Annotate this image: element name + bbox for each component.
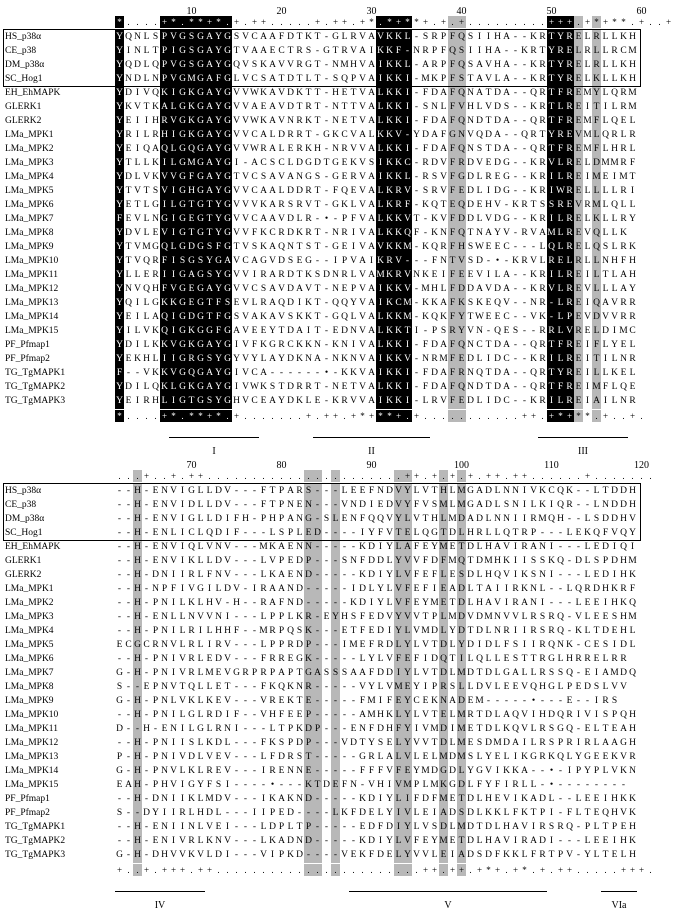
alignment-row: SC_Hog1 - - H - E N L I C L Q D I F - - - L S P L E D - - - - I Y F V T E L Q G T D L H R L L Q T R P - - - L E K Q F V Q Y <box>0 526 653 541</box>
sequence-name: LMa_MPK14 <box>5 310 58 325</box>
sequence-name: TG_TgMAPK1 <box>5 366 65 381</box>
alignment-row: LMa_MPK8 S - - E P N V T Q L L E T - - - F K Q K N R - - - - - V Y L V M E Y I P R S L L D V L E E V Q H G L P E D S L V V <box>0 680 653 695</box>
region-underline <box>601 891 637 892</box>
alignment-row: PF_Pfmap2 Y E K H L I I G R G S Y G Y V Y L A Y D K N A - N K N V A I K K V - N R M F E D L I D C - - K R I L R E I T I L N R <box>0 352 653 367</box>
alignment-row: EH_EhMAPK - - H - E N V I Q L V N V - - - M K A E N N - - - - - K D I Y L A F E Y M E T D L H A V I R A N I - - - L E D I Q I <box>0 540 653 555</box>
sequence-name: LMa_MPK2 <box>5 142 54 157</box>
alignment-row: LMa_MPK6 Y E T L G I L G T G T Y G V V V K A R S R V T - G K L V A L K R F - K Q T E Q D E H V - K R T S S R E V R M L Q L L <box>0 198 653 213</box>
sequence-name: LMa_MPK8 <box>5 680 54 695</box>
sequence-name: LMa_MPK8 <box>5 226 54 241</box>
alignment-row: LMa_MPK14 Y E I L A Q I G D G T F G S V A K A V S K K T - G Q L V A L K K M - K Q K F Y T W E E C - - V K - L P E V D V V R R <box>0 310 653 325</box>
region-label: II <box>368 446 375 457</box>
alignment-row: LMa_MPK14 G - H - P N V L K L R E V - - - I R E N N E - - - - - F F F V F E Y M D G D L Y G V I K K A - - • - I P Y P L V K N <box>0 764 653 779</box>
alignment-row: CE_p38 - - H - E N V I D L L D V - - - F T P N E N - - - V N D I E D V Y F V S M L M G A D L S N I L K I Q R - - L N D D H <box>0 498 653 513</box>
region-label: III <box>578 446 588 457</box>
sequence-name: TG_TgMAPK1 <box>5 820 65 835</box>
alignment-row: LMa_MPK4 - - H - P N I L R I L H H F - - M R P Q S K - - - E T F E D I Y L V M D L Y D T D L N R I I R S R Q - K L T D E H L <box>0 624 653 639</box>
sequence-name: LMa_MPK10 <box>5 708 58 723</box>
region-underline <box>538 437 628 438</box>
alignment-row: GLERK2 - - H - D N I I R L F N V - - - L K A E N D - - - - - K D I Y L V F E F L E S D L H Q V I K S N I - - - L E D I H K <box>0 568 653 583</box>
alignment-row: TG_TgMAPK2 Y D I L Q K L G K G A Y G I V W K S T D R R T - N E T V A L K K I - F D A F Q N D T D A - - Q R T F R E I M F L Q E <box>0 380 653 395</box>
ruler-tick: 120 <box>634 460 649 471</box>
sequence-name: TG_TgMAPK3 <box>5 394 65 409</box>
sequence-name: LMa_MPK1 <box>5 582 54 597</box>
sequence-name: PF_Pfmap1 <box>5 338 50 353</box>
sequence-name: LMa_MPK14 <box>5 764 58 779</box>
sequence-name: LMa_MPK6 <box>5 652 54 667</box>
sequence-name: LMa_MPK15 <box>5 778 58 793</box>
sequence-name: LMa_MPK7 <box>5 212 54 227</box>
sequence-name: LMa_MPK9 <box>5 694 54 709</box>
sequence-name: LMa_MPK6 <box>5 198 54 213</box>
alignment-row: SC_Hog1 Y N D L N P V G M G A F G L V C S A T D T L T - S Q P V A I K K I - M K P F S T A V L A - - K R T Y R E L K L L K H <box>0 72 653 87</box>
sequence-name: GLERK1 <box>5 100 41 115</box>
alignment-row: HS_p38α - - H - E N V I G L L D V - - - F T P A R S - - - L E E F N D V Y L V T H L M G A D L N N I V K C Q K - - L T D D H <box>0 484 653 499</box>
alignment-row: LMa_MPK13 P - H - P N I V D L V E V - - - L F D R S T - - - - - G R L A L V L E L M D M S L Y E L I K G R K Q L Y G E E K V R <box>0 750 653 765</box>
region-label: IV <box>155 900 166 911</box>
ruler-tick: 80 <box>277 460 287 471</box>
sequence-name: LMa_MPK4 <box>5 170 54 185</box>
sequence-name: CE_p38 <box>5 44 36 59</box>
sequence-name: SC_Hog1 <box>5 526 42 541</box>
region-underline <box>349 891 547 892</box>
sequence-name: LMa_MPK11 <box>5 722 58 737</box>
alignment-row: LMa_MPK5 E C G C R N V L R L I R V - - - L P P R D P - - - I M E F R D L Y L V T D L Y D I D L F S I I R Q N K - C E S I D L <box>0 638 653 653</box>
sequence-name: LMa_MPK1 <box>5 128 54 143</box>
alignment-row: DM_p38α - - H - E N V I G L L D I F H - P H P A N G - S L E N F Q Q V Y L V T H L M D A D L N N I I R M Q H - - L S D D H V <box>0 512 653 527</box>
alignment-row: GLERK2 Y E I I H R V G K G A Y G V V W K A V N R K T - N E T V A L K K I - F D A F Q N D T D A - - Q R T F R E M F L Q E L <box>0 114 653 129</box>
alignment-row: PF_Pfmap2 S - - D Y I I R L H D L - - - I I P E D - - - - L K F D E L Y I V L E I A D S D L K K L F K T P I - F L T E Q H V K <box>0 806 653 821</box>
alignment-row: TG_TgMAPK3 G - H - D H V V K V L D I - - - V I P K D - - - - V E K F D E L Y V V L E I A D S D F K K L F R T P V - Y L T E L H <box>0 848 653 863</box>
alignment-row: HS_p38α Y Q N L S P V G S G A Y G S V C A A F D T K T - G L R V A V K K L - S R P F Q S I I H A - - K R T Y R E L R L L K H <box>0 30 653 45</box>
sequence-name: EH_EhMAPK <box>5 86 60 101</box>
sequence-name: LMa_MPK10 <box>5 254 58 269</box>
alignment-row: LMa_MPK7 F E V L N G I G E G T Y G V V C A A V D L R - • - P F V A L K K V T - K V F D D L V D G - - K R I L R E L K L L R Y <box>0 212 653 227</box>
alignment-row: CE_p38 Y I N L T P I G S G A Y G T V A A E C T R S - G T R V A I K K F - N R P F Q S I I H A - - K R T Y R E L R L L R C M <box>0 44 653 59</box>
sequence-name: TG_TgMAPK2 <box>5 380 65 395</box>
sequence-name: LMa_MPK4 <box>5 624 54 639</box>
alignment-row: TG_TgMAPK3 Y E I R H L I G T G S Y G H V C E A Y D K L E - K R V V A I K K I - L R V F E D L I D C - - K R I L R E I A I L N R <box>0 394 653 409</box>
alignment-row: GLERK1 Y K V T K A L G K G A Y G V V A E A V D T R T - N T T V A L K K I - S N L F V H L V D S - - K R T L R E I T I L R M <box>0 100 653 115</box>
ruler-tick: 60 <box>637 6 647 17</box>
sequence-name: LMa_MPK3 <box>5 156 54 171</box>
alignment-row: LMa_MPK15 E A H - P H V I G Y F S I - - - - • - - - K T D E F N - V H I V M P L M K G D L F Y F I R L L - • - - - - - - - - <box>0 778 653 793</box>
alignment-row: LMa_MPK6 - - H - P N I V R L E D V - - - F R R E G K - - - - - L Y L V F E F I D Q T I L Q L L E S T T R G L H R R E L R R <box>0 652 653 667</box>
region-label: I <box>212 446 215 457</box>
sequence-name: LMa_MPK7 <box>5 666 54 681</box>
region-underline <box>169 437 259 438</box>
alignment-row: LMa_MPK4 Y D L V K V V G F G A Y G T V C S A V A N G S - G E R V A I K K L - R S V F G D L R E G - - K R I L R E I M E I M T <box>0 170 653 185</box>
alignment-row: LMa_MPK3 Y T L L K I L G M G A Y G I - A C S C L D G D T G E K V S I K K C - R D V F R D V E D G - - K R V L R E L D M M R F <box>0 156 653 171</box>
ruler-tick: 30 <box>367 6 377 17</box>
sequence-name: LMa_MPK12 <box>5 736 58 751</box>
sequence-name: PF_Pfmap2 <box>5 352 50 367</box>
sequence-name: LMa_MPK12 <box>5 282 58 297</box>
alignment-row: LMa_MPK9 G - H - P N L V K L K E V - - - V R E K T E - - - - - F M I F E Y C E K N A D E M - - - - - • - - - E - - I R S <box>0 694 653 709</box>
sequence-name: EH_EhMAPK <box>5 540 60 555</box>
sequence-name: DM_p38α <box>5 512 44 527</box>
alignment-row: LMa_MPK3 - - H - E N L L N V V N I - - - L P P L K R - E Y H S F E D V Y V V T P L M D V D M N V V L R S R Q - V L E E S H M <box>0 610 653 625</box>
sequence-name: TG_TgMAPK3 <box>5 848 65 863</box>
alignment-row: GLERK1 - - H - E N V I K L L D V - - - L V P E D P - - - S N F D D L Y V V F D F M Q T D M H K I I S S K Q - D L S P D H M <box>0 554 653 569</box>
sequence-name: HS_p38α <box>5 484 41 499</box>
alignment-row: LMa_MPK11 Y L L E R I I G A G S Y G V V I R A R D T K S D N R L V A M K R V N K E I F E E V I L A - - K R I L R E I L T L A H <box>0 268 653 283</box>
sequence-name: LMa_MPK15 <box>5 324 58 339</box>
ruler-tick: 40 <box>457 6 467 17</box>
ruler-tick: 50 <box>547 6 557 17</box>
ruler-tick: 70 <box>187 460 197 471</box>
alignment-row: LMa_MPK2 - - H - P N I L K L H V - H - - R A F N D - - - - - K D I Y L V F E Y M E T D L H A V I R A N I - - - L E E I H K Q <box>0 596 653 611</box>
region-underline <box>313 437 430 438</box>
alignment-row: TG_TgMAPK1 - - H - E N I I N L V E I - - - L D P L T P - - - - - E D F D I Y L V S D L M D T D L H A V I R S R Q - P L T P E H <box>0 820 653 835</box>
alignment-row: LMa_MPK10 - - H - P N I L G L R D I F - - V H F E E P - - - - - A M H K L Y L V T E L M R T D L A Q V I H D Q R I V I S P Q H <box>0 708 653 723</box>
alignment-row: DM_p38α Y Q D L Q P V G S G A Y G Q V S K A V V R G T - N M H V A I K K L - A R P F Q S A V H A - - K R T Y R E L R L L K H <box>0 58 653 73</box>
sequence-name: PF_Pfmap2 <box>5 806 50 821</box>
region-label: V <box>444 900 451 911</box>
alignment-row: LMa_MPK13 Y Q I L G K K G E G T F S E V L R A Q D I K T - Q Q Y V A I K C M - K K A F K S K E Q V - - N R - L R E I Q A V R R <box>0 296 653 311</box>
alignment-row: LMa_MPK5 Y T V T S V I G H G A Y G V V C A A L D D R T - F Q E V A L K R V - S R V F E D L I D G - - K R I W R E L L L L R I <box>0 184 653 199</box>
sequence-name: LMa_MPK2 <box>5 596 54 611</box>
alignment-row: LMa_MPK12 - - H - P N I I S L K D L - - - F K S P D P - - - V D T Y S E L Y V V T D L M E S D M D A I L R S P R I R L A A G H <box>0 736 653 751</box>
sequence-name: LMa_MPK13 <box>5 296 58 311</box>
sequence-name: TG_TgMAPK2 <box>5 834 65 849</box>
region-label: VIa <box>612 900 627 911</box>
alignment-row: EH_EhMAPK Y D I V Q K I G K G A Y G V V W K A V D K T T - H E T V A L K K I - F D A F Q N A T D A - - Q R T F R E M Y L Q R M <box>0 86 653 101</box>
sequence-name: DM_p38α <box>5 58 44 73</box>
alignment-row: LMa_MPK9 Y T V M G Q L G D G S F G T V S K A Q N T S T - G E I V A V K K M - K Q R F H S W E E C - - - L Q L R E L Q S L R K <box>0 240 653 255</box>
alignment-row: TG_TgMAPK1 F - - V K K V G Q G A Y G I V C A - - - - - - • - K K V A I K K I - F D A F R N Q T D A - - Q R T Y R E I L L K E L <box>0 366 653 381</box>
sequence-name: GLERK2 <box>5 114 41 129</box>
alignment-row: TG_TgMAPK2 - - H - E N I V R L K N V - - - L K A D N D - - - - - K D I Y L V F E Y M E T D L H A V I R A D I - - - L E E I H K <box>0 834 653 849</box>
ruler-tick: 110 <box>544 460 559 471</box>
alignment-row: LMa_MPK8 Y D V L E V I G T G T Y G V V F K C R D K R T - N R I V A L K K Q F - K N F Q T N A Y V - R V A M L R E V Q L L K <box>0 226 653 241</box>
sequence-name: LMa_MPK5 <box>5 184 54 199</box>
alignment-row: LMa_MPK10 Y T V Q R F I S G S Y G A V C A G V D S E G - - I P V A I K R V - - - F N T V S D - • - K R V L R E L R L L N H F H <box>0 254 653 269</box>
alignment-row: LMa_MPK2 Y E I Q A Q L G Q G A Y G V V W R A L E R K H - N R V V A L K K I - F D A F Q N S T D A - - Q R T F R E M F L H R L <box>0 142 653 157</box>
alignment-row: LMa_MPK12 Y N V Q H F V G E G A Y G V V C S A V D A V T - N E P V A I K K V - M H L F D D A V D A - - K R V L R E V L L L A Y <box>0 282 653 297</box>
alignment-row: LMa_MPK1 - - H - N P F I V G I L D V - I R A A N D - - - - - I D L Y L V F E F I E A D L T A I I R K N L - - L Q R D H K R F <box>0 582 653 597</box>
sequence-name: PF_Pfmap1 <box>5 792 50 807</box>
ruler-tick: 100 <box>454 460 469 471</box>
alignment-row: LMa_MPK1 Y R I L R H I G K G A Y G V V C A L D R R T - G K C V A L K K V - Y D A F G N V Q D A - - Q R T Y R E V M L Q R L R <box>0 128 653 143</box>
sequence-name: GLERK2 <box>5 568 41 583</box>
ruler-tick: 10 <box>187 6 197 17</box>
sequence-name: SC_Hog1 <box>5 72 42 87</box>
sequence-name: LMa_MPK13 <box>5 750 58 765</box>
reference-group-box <box>3 29 641 87</box>
sequence-name: LMa_MPK11 <box>5 268 58 283</box>
sequence-name: LMa_MPK3 <box>5 610 54 625</box>
region-underline <box>115 891 205 892</box>
alignment-row: LMa_MPK15 Y I L V K Q I G K G G F G A V E E Y T D A I T - E D N V A L K K T I - P S R Y V N - Q E S - - R R L V R E L D I M C <box>0 324 653 339</box>
sequence-name: GLERK1 <box>5 554 41 569</box>
alignment-row: PF_Pfmap1 Y D I L K K V G K G A Y G I V F K G R C K K N - K N I V A L K K I - F D A F Q N C T D A - - Q R T F R E I F L Y E L <box>0 338 653 353</box>
alignment-row: LMa_MPK7 G - H - P N I V R L M E V G R P R P A P T G A S S S A A F D D I Y L V T D L M D T D L G A L L R S S Q - E I A M D Q <box>0 666 653 681</box>
sequence-name: HS_p38α <box>5 30 41 45</box>
ruler-tick: 90 <box>367 460 377 471</box>
alignment-row: PF_Pfmap1 - - H - D N I I K L M D V - - - I K A K N D - - - - - K D I Y L I F D F M E T D L H E V I K A D L - - L E E I H K K <box>0 792 653 807</box>
sequence-name: LMa_MPK9 <box>5 240 54 255</box>
sequence-name: CE_p38 <box>5 498 36 513</box>
reference-group-box <box>3 483 641 541</box>
sequence-name: LMa_MPK5 <box>5 638 54 653</box>
alignment-row: LMa_MPK11 D - - H - E N I L G L R N I - - - L T P K D P - - - E N F D H F Y I V M D I M E T D L K Q V L R S G Q - E L T E A H <box>0 722 653 737</box>
ruler-tick: 20 <box>277 6 287 17</box>
